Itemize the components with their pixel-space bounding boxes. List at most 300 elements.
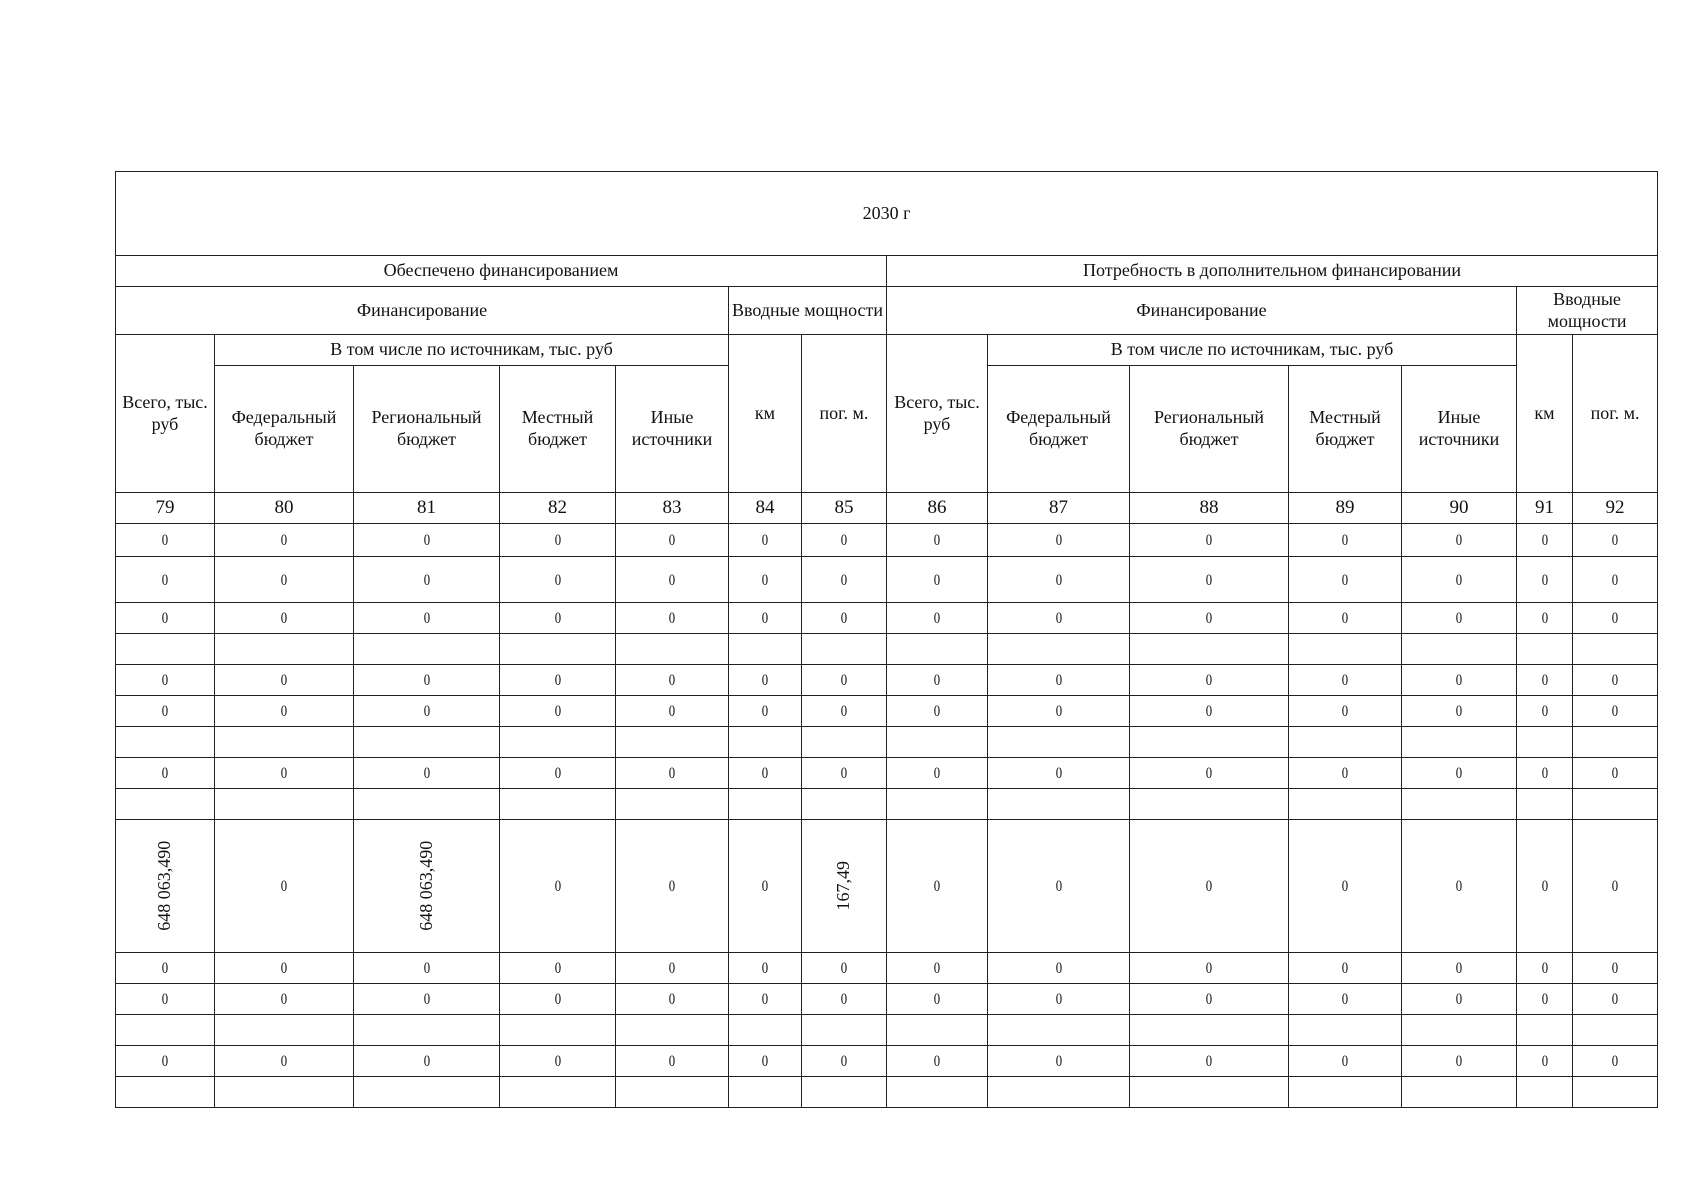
cell-zero	[215, 665, 354, 696]
empty-cell	[1573, 1015, 1658, 1046]
empty-cell	[354, 634, 500, 665]
cell-zero	[729, 696, 802, 727]
zero-value: 0	[933, 571, 941, 589]
empty-cell	[1289, 727, 1402, 758]
cell-zero	[988, 984, 1130, 1015]
cell-zero	[1573, 524, 1658, 557]
cell-zero	[215, 1046, 354, 1077]
empty-cell	[729, 1077, 802, 1108]
zero-value: 0	[1205, 532, 1213, 550]
zero-value: 0	[161, 571, 169, 589]
by-sources-header: В том числе по источникам, тыс. руб	[988, 335, 1517, 366]
table-row	[116, 557, 1658, 603]
zero-value: 0	[1611, 610, 1619, 628]
table-row	[116, 603, 1658, 634]
zero-value: 0	[1541, 610, 1548, 628]
empty-cell	[116, 1015, 215, 1046]
zero-value: 0	[554, 1053, 561, 1071]
empty-cell	[354, 789, 500, 820]
zero-value: 0	[1341, 672, 1349, 690]
zero-value: 0	[933, 1053, 941, 1071]
empty-row	[116, 1015, 1658, 1046]
cell-zero	[1130, 524, 1289, 557]
empty-cell	[500, 727, 616, 758]
empty-cell	[887, 1015, 988, 1046]
empty-cell	[354, 1015, 500, 1046]
zero-value: 0	[840, 1053, 848, 1071]
zero-value: 0	[1455, 765, 1463, 783]
cell-zero	[1517, 984, 1573, 1015]
zero-value: 0	[161, 672, 169, 690]
cell-zero	[1402, 1046, 1517, 1077]
zero-value: 0	[840, 765, 848, 783]
empty-cell	[802, 789, 887, 820]
empty-cell	[215, 1077, 354, 1108]
cell-zero	[215, 953, 354, 984]
col-other: Иные источники	[1402, 366, 1517, 493]
zero-value: 0	[280, 960, 288, 978]
zero-value: 0	[1455, 571, 1463, 589]
empty-cell	[1289, 1015, 1402, 1046]
cell-zero	[354, 665, 500, 696]
zero-value: 0	[1205, 610, 1213, 628]
cell-total-value	[116, 820, 215, 953]
zero-value: 0	[1341, 991, 1349, 1009]
cell-zero	[988, 557, 1130, 603]
cell-zero	[1402, 524, 1517, 557]
cell-zero	[1130, 557, 1289, 603]
cell-zero	[215, 820, 354, 953]
zero-value: 0	[1541, 571, 1548, 589]
empty-cell	[1517, 789, 1573, 820]
zero-value: 0	[933, 672, 941, 690]
cell-zero	[616, 758, 729, 789]
cell-zero	[802, 524, 887, 557]
empty-cell	[729, 727, 802, 758]
cell-zero	[1289, 953, 1402, 984]
zero-value: 0	[668, 1053, 676, 1071]
empty-cell	[1289, 1077, 1402, 1108]
zero-value: 0	[1205, 703, 1213, 721]
cell-zero	[887, 603, 988, 634]
cell-zero	[1130, 696, 1289, 727]
empty-cell	[1130, 789, 1289, 820]
zero-value: 0	[280, 703, 288, 721]
col-regional: Региональный бюджет	[354, 366, 500, 493]
zero-value: 0	[1341, 765, 1349, 783]
cell-zero	[802, 665, 887, 696]
cell-zero	[729, 1046, 802, 1077]
cell-zero	[1289, 696, 1402, 727]
zero-value: 0	[761, 1053, 769, 1071]
zero-value: 0	[668, 960, 676, 978]
cell-zero	[1517, 1046, 1573, 1077]
cell-zero	[1573, 603, 1658, 634]
zero-value: 0	[761, 765, 769, 783]
cell-zero	[1517, 665, 1573, 696]
zero-value: 0	[1341, 571, 1349, 589]
zero-value: 0	[1055, 532, 1062, 550]
cell-zero	[616, 984, 729, 1015]
zero-value: 0	[840, 991, 848, 1009]
cell-zero	[500, 984, 616, 1015]
zero-value: 0	[1611, 703, 1619, 721]
empty-cell	[1573, 634, 1658, 665]
group-secured: Обеспечено финансированием	[116, 256, 887, 287]
zero-value: 0	[423, 703, 430, 721]
empty-cell	[988, 1015, 1130, 1046]
zero-value: 0	[554, 991, 561, 1009]
table-row	[116, 820, 1658, 953]
empty-cell	[1130, 1077, 1289, 1108]
cell-zero	[354, 984, 500, 1015]
cell-zero	[887, 557, 988, 603]
cell-zero	[500, 603, 616, 634]
financing-header: Финансирование	[887, 287, 1517, 335]
column-number: 87	[988, 493, 1130, 524]
zero-value: 0	[161, 1053, 169, 1071]
zero-value: 0	[1541, 532, 1548, 550]
zero-value: 0	[280, 532, 288, 550]
cell-zero	[116, 557, 215, 603]
zero-value: 0	[933, 960, 941, 978]
column-number: 82	[500, 493, 616, 524]
zero-value: 0	[423, 1053, 430, 1071]
cell-zero	[1402, 953, 1517, 984]
zero-value: 0	[554, 878, 561, 896]
cell-zero	[215, 603, 354, 634]
col-total: Всего, тыс. руб	[887, 335, 988, 493]
zero-value: 0	[554, 610, 561, 628]
zero-value: 0	[1455, 532, 1463, 550]
cell-zero	[116, 696, 215, 727]
cell-zero	[1289, 524, 1402, 557]
zero-value: 0	[161, 703, 169, 721]
cell-zero	[887, 820, 988, 953]
cell-zero	[1289, 603, 1402, 634]
column-numbers-row	[116, 493, 1658, 524]
cell-zero	[616, 820, 729, 953]
col-km: км	[1517, 335, 1573, 493]
zero-value: 0	[933, 532, 941, 550]
empty-cell	[354, 1077, 500, 1108]
zero-value: 0	[423, 991, 430, 1009]
cell-zero	[1402, 820, 1517, 953]
zero-value: 0	[1541, 703, 1548, 721]
empty-cell	[729, 1015, 802, 1046]
cell-zero	[802, 1046, 887, 1077]
cell-zero	[988, 603, 1130, 634]
cell-zero	[116, 603, 215, 634]
empty-cell	[1573, 789, 1658, 820]
zero-value: 0	[423, 765, 430, 783]
empty-cell	[802, 634, 887, 665]
col-other: Иные источники	[616, 366, 729, 493]
zero-value: 0	[1055, 1053, 1062, 1071]
cell-zero	[802, 758, 887, 789]
empty-cell	[887, 1077, 988, 1108]
zero-value: 0	[1055, 610, 1062, 628]
zero-value: 0	[668, 672, 676, 690]
table-row	[116, 524, 1658, 557]
cell-zero	[988, 524, 1130, 557]
zero-value: 0	[668, 532, 676, 550]
zero-value: 0	[554, 532, 561, 550]
cell-zero	[988, 820, 1130, 953]
cell-zero	[729, 524, 802, 557]
zero-value: 0	[761, 703, 769, 721]
cell-zero	[1130, 758, 1289, 789]
cell-zero	[988, 953, 1130, 984]
column-number: 86	[887, 493, 988, 524]
cell-zero	[1517, 557, 1573, 603]
zero-value: 0	[761, 878, 769, 896]
group-need: Потребность в дополнительном финансировании	[887, 256, 1658, 287]
cell-zero	[116, 953, 215, 984]
cell-zero	[500, 758, 616, 789]
rotated-value: 648 063,490	[415, 841, 436, 931]
zero-value: 0	[161, 991, 169, 1009]
zero-value: 0	[933, 703, 941, 721]
cell-zero	[729, 820, 802, 953]
cell-zero	[1289, 1046, 1402, 1077]
zero-value: 0	[840, 532, 848, 550]
zero-value: 0	[280, 672, 288, 690]
empty-cell	[116, 727, 215, 758]
zero-value: 0	[1055, 960, 1062, 978]
cell-zero	[1130, 1046, 1289, 1077]
empty-cell	[215, 1015, 354, 1046]
empty-cell	[802, 1015, 887, 1046]
zero-value: 0	[1455, 672, 1463, 690]
zero-value: 0	[280, 1053, 288, 1071]
cell-zero	[116, 1046, 215, 1077]
empty-cell	[116, 789, 215, 820]
cell-zero	[354, 557, 500, 603]
cell-zero	[802, 984, 887, 1015]
zero-value: 0	[1455, 703, 1463, 721]
column-number: 90	[1402, 493, 1517, 524]
cell-zero	[1573, 953, 1658, 984]
cell-zero	[500, 696, 616, 727]
cell-zero	[802, 696, 887, 727]
cell-zero	[729, 603, 802, 634]
empty-cell	[616, 634, 729, 665]
zero-value: 0	[1055, 672, 1062, 690]
empty-cell	[616, 727, 729, 758]
cell-zero	[215, 758, 354, 789]
empty-cell	[1402, 1077, 1517, 1108]
cell-zero	[500, 524, 616, 557]
zero-value: 0	[1341, 878, 1349, 896]
cell-zero	[1573, 820, 1658, 953]
empty-cell	[988, 727, 1130, 758]
cell-zero	[729, 758, 802, 789]
zero-value: 0	[1455, 991, 1463, 1009]
zero-value: 0	[280, 878, 288, 896]
zero-value: 0	[1205, 1053, 1213, 1071]
cell-zero	[802, 603, 887, 634]
cell-zero	[1402, 696, 1517, 727]
cell-zero	[616, 665, 729, 696]
empty-cell	[616, 1015, 729, 1046]
empty-cell	[887, 634, 988, 665]
zero-value: 0	[1611, 1053, 1619, 1071]
empty-cell	[1517, 634, 1573, 665]
zero-value: 0	[280, 571, 288, 589]
cell-zero	[1517, 603, 1573, 634]
cell-zero	[802, 557, 887, 603]
zero-value: 0	[761, 960, 769, 978]
empty-cell	[1289, 634, 1402, 665]
cell-zero	[988, 1046, 1130, 1077]
empty-cell	[1517, 727, 1573, 758]
empty-cell	[1130, 634, 1289, 665]
cell-zero	[616, 1046, 729, 1077]
zero-value: 0	[668, 991, 676, 1009]
cell-zero	[887, 696, 988, 727]
cell-zero	[215, 696, 354, 727]
column-number: 85	[802, 493, 887, 524]
cell-zero	[729, 665, 802, 696]
column-number: 88	[1130, 493, 1289, 524]
zero-value: 0	[840, 571, 848, 589]
cell-zero	[1402, 603, 1517, 634]
cell-pm-value	[802, 820, 887, 953]
zero-value: 0	[840, 610, 848, 628]
zero-value: 0	[554, 703, 561, 721]
empty-row	[116, 1077, 1658, 1108]
zero-value: 0	[1055, 878, 1062, 896]
empty-cell	[1130, 1015, 1289, 1046]
cell-zero	[887, 758, 988, 789]
col-pm: пог. м.	[1573, 335, 1658, 493]
zero-value: 0	[1055, 703, 1062, 721]
zero-value: 0	[1611, 672, 1619, 690]
zero-value: 0	[1541, 672, 1548, 690]
column-number: 81	[354, 493, 500, 524]
zero-value: 0	[933, 878, 941, 896]
cell-zero	[1130, 665, 1289, 696]
zero-value: 0	[668, 878, 676, 896]
cell-zero	[1573, 665, 1658, 696]
cell-zero	[354, 953, 500, 984]
cell-zero	[1289, 665, 1402, 696]
cell-zero	[354, 1046, 500, 1077]
empty-cell	[1402, 789, 1517, 820]
zero-value: 0	[161, 960, 169, 978]
zero-value: 0	[1341, 1053, 1349, 1071]
zero-value: 0	[1611, 878, 1619, 896]
column-number: 83	[616, 493, 729, 524]
empty-cell	[1402, 727, 1517, 758]
zero-value: 0	[1341, 960, 1349, 978]
col-pm: пог. м.	[802, 335, 887, 493]
cell-zero	[215, 557, 354, 603]
empty-cell	[988, 789, 1130, 820]
cell-zero	[1517, 524, 1573, 557]
cell-zero	[500, 665, 616, 696]
empty-cell	[500, 634, 616, 665]
cell-zero	[887, 665, 988, 696]
zero-value: 0	[1541, 878, 1548, 896]
empty-cell	[1402, 1015, 1517, 1046]
col-local: Местный бюджет	[500, 366, 616, 493]
column-number: 92	[1573, 493, 1658, 524]
empty-cell	[215, 634, 354, 665]
cell-zero	[1517, 696, 1573, 727]
zero-value: 0	[761, 532, 769, 550]
cell-zero	[887, 1046, 988, 1077]
column-number: 91	[1517, 493, 1573, 524]
col-total: Всего, тыс. руб	[116, 335, 215, 493]
cell-zero	[1517, 953, 1573, 984]
table-row	[116, 665, 1658, 696]
cell-zero	[1573, 1046, 1658, 1077]
empty-cell	[616, 789, 729, 820]
empty-cell	[729, 789, 802, 820]
zero-value: 0	[554, 571, 561, 589]
empty-cell	[887, 727, 988, 758]
zero-value: 0	[1341, 532, 1349, 550]
zero-value: 0	[840, 672, 848, 690]
cell-zero	[354, 758, 500, 789]
zero-value: 0	[668, 765, 676, 783]
empty-cell	[500, 789, 616, 820]
cell-zero	[616, 603, 729, 634]
zero-value: 0	[1205, 878, 1213, 896]
zero-value: 0	[554, 672, 561, 690]
zero-value: 0	[1541, 1053, 1548, 1071]
zero-value: 0	[668, 610, 676, 628]
empty-row	[116, 727, 1658, 758]
cell-zero	[1289, 820, 1402, 953]
empty-cell	[1517, 1077, 1573, 1108]
col-federal: Федеральный бюджет	[988, 366, 1130, 493]
zero-value: 0	[1455, 878, 1463, 896]
zero-value: 0	[554, 765, 561, 783]
zero-value: 0	[423, 960, 430, 978]
zero-value: 0	[1055, 571, 1062, 589]
rotated-value: 167,49	[833, 861, 854, 911]
cell-zero	[1402, 665, 1517, 696]
zero-value: 0	[1455, 610, 1463, 628]
zero-value: 0	[1341, 703, 1349, 721]
table-row	[116, 953, 1658, 984]
column-number: 80	[215, 493, 354, 524]
cell-zero	[729, 953, 802, 984]
cell-zero	[1289, 557, 1402, 603]
zero-value: 0	[1541, 765, 1548, 783]
zero-value: 0	[423, 672, 430, 690]
zero-value: 0	[1541, 960, 1548, 978]
cell-regional-value	[354, 820, 500, 953]
empty-cell	[1289, 789, 1402, 820]
cell-zero	[354, 603, 500, 634]
cell-zero	[729, 557, 802, 603]
zero-value: 0	[668, 703, 676, 721]
zero-value: 0	[761, 571, 769, 589]
zero-value: 0	[1341, 610, 1349, 628]
zero-value: 0	[423, 532, 430, 550]
empty-cell	[988, 634, 1130, 665]
rotated-value: 648 063,490	[154, 841, 175, 931]
empty-cell	[500, 1077, 616, 1108]
by-sources-header: В том числе по источникам, тыс. руб	[215, 335, 729, 366]
cell-zero	[500, 953, 616, 984]
empty-cell	[215, 727, 354, 758]
cell-zero	[1517, 758, 1573, 789]
